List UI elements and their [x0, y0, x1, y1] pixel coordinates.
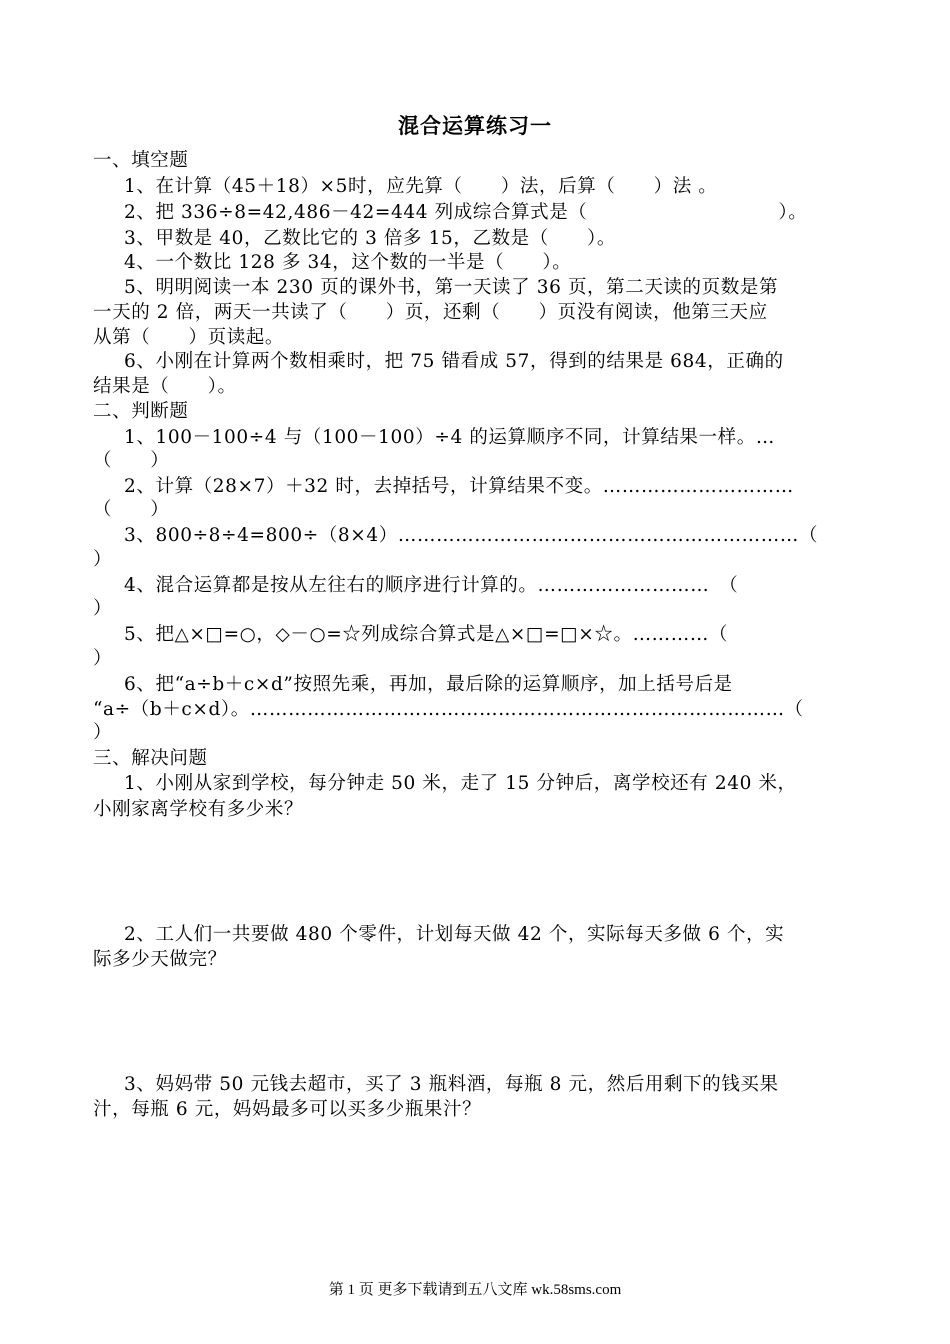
solve-question-2-line-2: 际多少天做完？	[93, 949, 227, 970]
judge-question-1-line-1: 1、100－100÷4 与（100－100）÷4 的运算顺序不同，计算结果一样。…	[124, 427, 775, 448]
judge-question-4-line-1: 4、混合运算都是按从左往右的顺序进行计算的。……………………… （	[124, 575, 739, 596]
fill-question-6-line-1: 6、小刚在计算两个数相乘时，把 75 错看成 57，得到的结果是 684，正确的	[124, 351, 784, 372]
section-heading-fill: 一、填空题	[93, 150, 189, 171]
judge-question-4-line-2: ）	[93, 598, 113, 619]
judge-question-6-line-2: “a÷（b＋c×d）。…………………………………………………………………………（	[93, 699, 804, 720]
judge-question-2-line-2: （ ）	[93, 499, 170, 520]
judge-question-5-line-1: 5、把△×□=○，◇－○=☆列成综合算式是△×□=□×☆。…………（	[124, 624, 729, 645]
judge-question-6-line-3: ）	[93, 722, 113, 743]
page-footer: 第 1 页 更多下载请到五八文库 wk.58sms.com	[328, 1282, 622, 1298]
solve-question-3-line-1: 3、妈妈带 50 元钱去超市，买了 3 瓶料酒，每瓶 8 元，然后用剩下的钱买果	[124, 1074, 779, 1095]
fill-question-6-line-2: 结果是（ ）。	[93, 376, 237, 397]
fill-question-5-line-1: 5、明明阅读一本 230 页的课外书，第一天读了 36 页，第二天读的页数是第	[124, 277, 779, 298]
fill-question-3: 3、甲数是 40，乙数比它的 3 倍多 15，乙数是（ ）。	[124, 228, 616, 249]
fill-question-2: 2、把 336÷8=42,486－42=444 列成综合算式是（ ）。	[124, 202, 808, 223]
fill-question-4: 4、一个数比 128 多 34，这个数的一半是（ ）。	[124, 252, 572, 273]
solve-question-1-line-2: 小刚家离学校有多少米？	[93, 799, 304, 820]
fill-question-5-line-3: 从第（ ）页读起。	[93, 327, 285, 348]
fill-question-1: 1、在计算（45＋18）×5时，应先算（ ）法，后算（ ）法 。	[124, 176, 718, 197]
solve-question-2-line-1: 2、工人们一共要做 480 个零件，计划每天做 42 个，实际每天多做 6 个，实	[124, 924, 785, 945]
solve-question-1-line-1: 1、小刚从家到学校，每分钟走 50 米，走了 15 分钟后，离学校还有 240 米，	[124, 773, 797, 794]
judge-question-5-line-2: ）	[93, 648, 113, 669]
page-title: 混合运算练习一	[398, 114, 552, 138]
judge-question-3-line-2: ）	[93, 549, 113, 570]
section-heading-judge: 二、判断题	[93, 401, 189, 422]
solve-question-3-line-2: 汁，每瓶 6 元，妈妈最多可以买多少瓶果汁？	[93, 1099, 482, 1120]
judge-question-3-line-1: 3、800÷8÷4=800÷（8×4）………………………………………………………（	[124, 525, 819, 546]
judge-question-1-line-2: （ ）	[93, 450, 170, 471]
fill-question-5-line-2: 一天的 2 倍，两天一共读了（ ）页，还剩（ ）页没有阅读，他第三天应	[93, 302, 768, 323]
judge-question-6-line-1: 6、把“a÷b＋c×d”按照先乘，再加，最后除的运算顺序，加上括号后是	[124, 674, 733, 695]
judge-question-2-line-1: 2、计算（28×7）＋32 时，去掉括号，计算结果不变。…………………………	[124, 476, 794, 497]
section-heading-solve: 三、解决问题	[93, 748, 208, 769]
